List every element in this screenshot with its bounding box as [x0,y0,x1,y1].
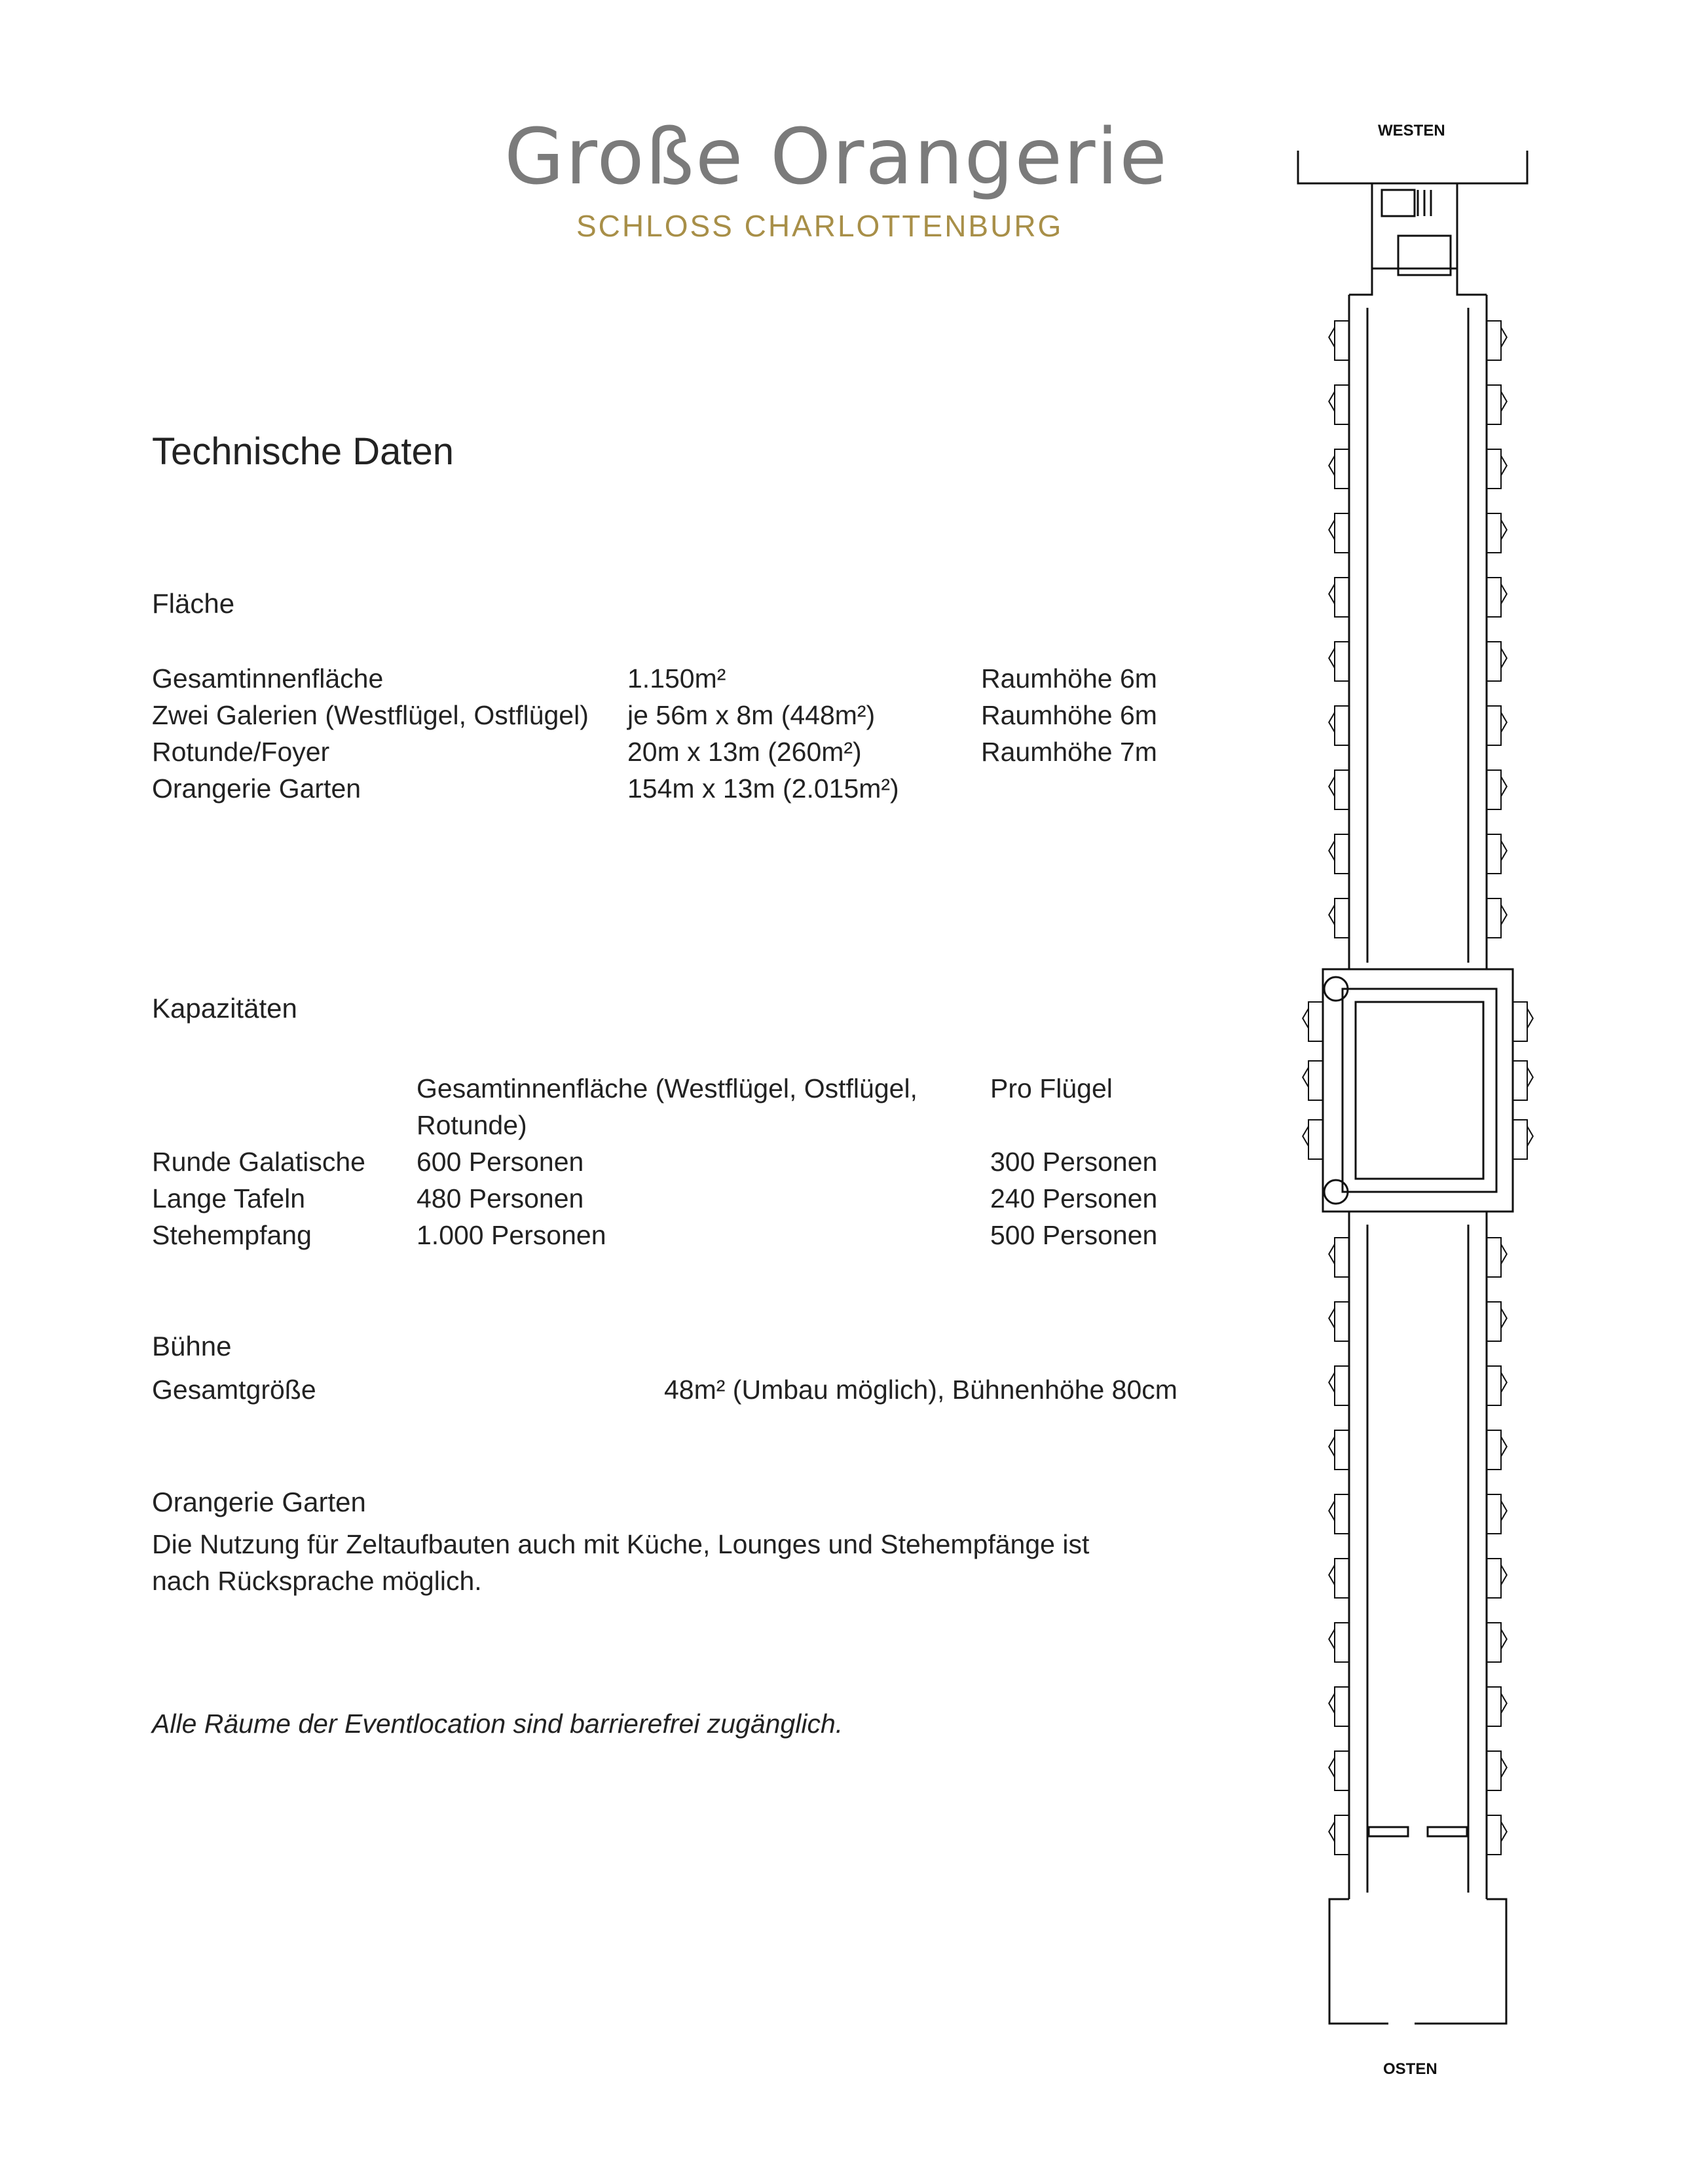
window-niche-mark [1501,777,1507,796]
window-niche [1308,1002,1323,1041]
flaeche-row-height: Raumhöhe 7m [981,737,1157,767]
window-niche [1335,321,1349,360]
flaeche-row-label: Rotunde/Foyer [152,737,330,767]
garten-heading: Orangerie Garten [152,1487,366,1517]
window-niche [1487,1494,1501,1534]
window-niche [1513,1120,1527,1159]
window-niche [1335,1494,1349,1534]
window-niche-mark [1501,456,1507,475]
flaeche-row-label: Gesamtinnenfläche [152,663,384,694]
window-niche [1335,642,1349,681]
logo-subtitle: SCHLOSS CHARLOTTENBURG [576,209,1064,243]
window-niche [1487,1430,1501,1470]
kapazitaeten-row-label: Lange Tafeln [152,1183,306,1213]
window-niche [1487,1623,1501,1662]
window-niche [1487,1559,1501,1598]
kapazitaeten-row-label: Runde Galatische [152,1147,365,1177]
window-niche-mark [1329,1822,1335,1842]
flaeche-row-label: Zwei Galerien (Westflügel, Ostflügel) [152,700,589,730]
kapazitaeten-row-total: 480 Personen [417,1183,584,1213]
window-niche [1335,706,1349,745]
window-niche [1335,385,1349,424]
kapazitaeten-row-wing: 300 Personen [990,1147,1158,1177]
kapazitaeten-row-wing: 240 Personen [990,1183,1158,1213]
window-niche-mark [1329,1501,1335,1521]
window-niche [1487,1687,1501,1726]
kapazitaeten-row-total: 1.000 Personen [417,1220,606,1250]
window-niche-mark [1501,392,1507,411]
floorplan-drawing [1284,151,1559,2050]
garten-text-line1: Die Nutzung für Zeltaufbauten auch mit Küche, Lounges und Stehempfänge ist [152,1529,1090,1559]
buehne-label: Gesamtgröße [152,1375,316,1405]
window-niche [1335,1302,1349,1341]
window-niche [1335,1559,1349,1598]
window-niche [1487,578,1501,617]
window-niche-mark [1329,1565,1335,1585]
window-niche [1487,321,1501,360]
window-niche-mark [1501,648,1507,668]
flaeche-row-value: je 56m x 8m (448m²) [627,700,876,730]
window-niche [1335,1687,1349,1726]
window-niche-mark [1501,1437,1507,1456]
window-niche-mark [1501,1822,1507,1842]
window-niche [1487,1366,1501,1405]
flaeche-row-value: 154m x 13m (2.015m²) [627,773,899,804]
window-niche [1487,706,1501,745]
window-niche-mark [1329,905,1335,925]
flaeche-heading: Fläche [152,588,235,619]
window-niche [1487,1238,1501,1277]
window-niche-mark [1501,1244,1507,1264]
window-niche [1335,1366,1349,1405]
window-niche-mark [1527,1126,1533,1146]
kapazitaeten-row-total: 600 Personen [417,1147,584,1177]
window-niche-mark [1501,520,1507,540]
page-title: Technische Daten [152,430,454,473]
kapazitaeten-col-wing: Pro Flügel [990,1073,1113,1103]
window-niche-mark [1527,1067,1533,1087]
window-niche-mark [1329,1694,1335,1713]
window-niche-mark [1303,1067,1308,1087]
window-niche [1487,1815,1501,1855]
kapazitaeten-heading: Kapazitäten [152,993,297,1024]
window-niche [1487,449,1501,489]
flaeche-row-label: Orangerie Garten [152,773,362,804]
kapazitaeten-col-total-cont: Rotunde) [417,1110,527,1140]
window-niche [1335,834,1349,874]
window-niche-mark [1501,713,1507,732]
window-niche [1487,770,1501,809]
window-niche-mark [1329,1629,1335,1649]
window-niche [1335,513,1349,553]
window-niche-mark [1303,1126,1308,1146]
floorplan-label-east: OSTEN [1383,2060,1437,2078]
kapazitaeten-row-label: Stehempfang [152,1220,312,1250]
window-niche-mark [1329,584,1335,604]
buehne-value: 48m² (Umbau möglich), Bühnenhöhe 80cm [664,1375,1177,1405]
window-niche-mark [1329,1437,1335,1456]
window-niche-mark [1501,327,1507,347]
window-niche [1487,642,1501,681]
window-niche [1487,385,1501,424]
window-niche-mark [1329,841,1335,861]
window-niche-mark [1329,777,1335,796]
window-niche [1335,898,1349,938]
window-niche [1487,834,1501,874]
window-niche-mark [1329,1244,1335,1264]
flaeche-row-height: Raumhöhe 6m [981,700,1157,730]
window-niche [1487,898,1501,938]
window-niche-mark [1527,1009,1533,1028]
accessibility-note: Alle Räume der Eventlocation sind barrierefrei zugänglich. [152,1709,844,1739]
window-niche [1335,578,1349,617]
logo-title: Große Orangerie [504,111,1168,202]
window-niche-mark [1303,1009,1308,1028]
window-niche [1335,1751,1349,1790]
window-niche-mark [1329,392,1335,411]
window-niche-mark [1501,1758,1507,1777]
window-niche-mark [1501,905,1507,925]
window-niche-mark [1329,1308,1335,1328]
window-niche-mark [1501,1501,1507,1521]
window-niche-mark [1501,1694,1507,1713]
window-niche-mark [1329,456,1335,475]
window-niche [1308,1120,1323,1159]
window-niche-mark [1329,1373,1335,1392]
window-niche [1335,770,1349,809]
window-niche [1335,1430,1349,1470]
window-niche [1335,449,1349,489]
flaeche-row-height: Raumhöhe 6m [981,663,1157,694]
window-niche [1487,1751,1501,1790]
window-niche-mark [1329,1758,1335,1777]
window-niche [1487,513,1501,553]
window-niche-mark [1501,1629,1507,1649]
buehne-heading: Bühne [152,1331,232,1361]
garten-text-line2: nach Rücksprache möglich. [152,1566,482,1596]
floorplan-label-west: WESTEN [1378,122,1445,139]
window-niche [1513,1061,1527,1100]
window-niche [1335,1238,1349,1277]
window-niche-mark [1501,1373,1507,1392]
kapazitaeten-row-wing: 500 Personen [990,1220,1158,1250]
window-niche-mark [1329,648,1335,668]
window-niche-mark [1329,520,1335,540]
window-niche [1335,1815,1349,1855]
window-niche-mark [1501,1308,1507,1328]
flaeche-row-value: 1.150m² [627,663,726,694]
window-niche [1335,1623,1349,1662]
window-niche-mark [1501,841,1507,861]
window-niche [1487,1302,1501,1341]
flaeche-row-value: 20m x 13m (260m²) [627,737,862,767]
window-niche-mark [1501,1565,1507,1585]
kapazitaeten-col-total: Gesamtinnenfläche (Westflügel, Ostflügel, [417,1073,918,1103]
window-niche-mark [1329,327,1335,347]
window-niche-mark [1501,584,1507,604]
window-niche [1308,1061,1323,1100]
window-niche [1513,1002,1527,1041]
window-niche-mark [1329,713,1335,732]
